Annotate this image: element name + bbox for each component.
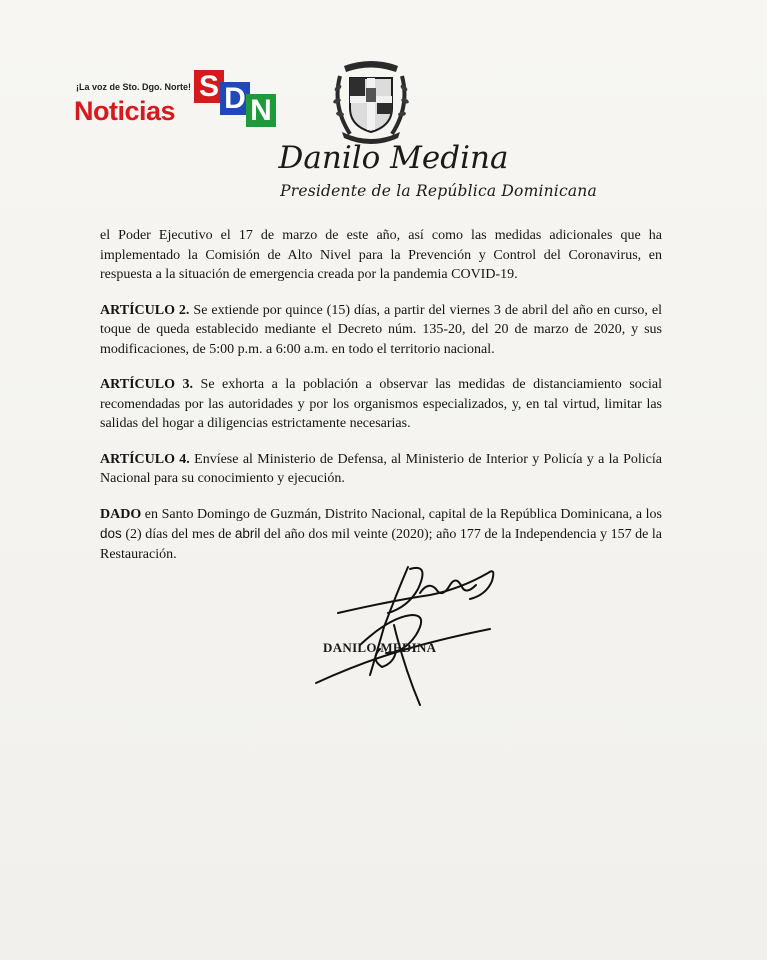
watermark-name: Noticias bbox=[74, 96, 176, 126]
coat-of-arms-icon bbox=[330, 56, 412, 146]
article-3 bbox=[100, 375, 662, 434]
intro-paragraph: el Poder Ejecutivo el 17 de marzo de este año, así como las medidas adicionales que ha implementado la Comisión de Alto Nivel para la Prevención y Control del Coronavirus, en respuesta a la situación de emergencia creada por la pandemia COVID-19. bbox=[100, 228, 662, 282]
article-4-text: Envíese al Ministerio de Defensa, al Ministerio de Interior y Policía y a la Policía Nacional para su conocimiento y ejecución. bbox=[100, 451, 662, 486]
dado-text-3: del año dos mil veinte (2020); año 177 de la Independencia y 157 de la Restauración. bbox=[100, 527, 663, 562]
watermark-letter-d: D bbox=[220, 82, 250, 115]
dado-label: DADO bbox=[100, 506, 142, 522]
president-name-heading: Danilo Medina bbox=[278, 140, 509, 176]
dado-day-word: dos bbox=[100, 526, 122, 541]
dado-month-word: abril bbox=[234, 526, 261, 541]
article-4 bbox=[100, 450, 662, 489]
president-title: Presidente de la República Dominicana bbox=[280, 182, 597, 200]
article-2 bbox=[100, 301, 662, 360]
article-3-label: ARTÍCULO 3. bbox=[100, 377, 193, 392]
decree-body bbox=[100, 226, 662, 580]
watermark-tagline: ¡La voz de Sto. Dgo. Norte! bbox=[76, 82, 192, 92]
article-4-label: ARTÍCULO 4. bbox=[100, 451, 190, 467]
watermark-letter-s: S bbox=[194, 70, 224, 103]
article-2-text: Se extiende por quince (15) días, a partir del viernes 3 de abril del año en curso, el toque de queda establecido mediante el Decreto núm. 135-20, del 20 de marzo de 2020, y sus modificaciones, de 5:00 p.m. a 6:00 a.m. en todo el territorio nacional. bbox=[100, 302, 662, 357]
article-2-label: ARTÍCULO 2. bbox=[100, 302, 190, 318]
noticias-sdn-watermark bbox=[74, 68, 284, 130]
dado-text-2: (2) días del mes de bbox=[121, 527, 235, 542]
signatory-name: DANILO MEDINA bbox=[323, 640, 437, 655]
article-3-text: Se exhorta a la población a observar las medidas de distanciamiento social recomendadas por las autoridades y por los organismos especializados, y, en tal virtud, limitar las salidas del hogar a diligencias estrictamente necesarias. bbox=[100, 377, 662, 431]
dado-text-1: en Santo Domingo de Guzmán, Distrito Nacional, capital de la República Dominicana, a los bbox=[141, 506, 662, 522]
watermark-letter-n: N bbox=[246, 94, 276, 127]
